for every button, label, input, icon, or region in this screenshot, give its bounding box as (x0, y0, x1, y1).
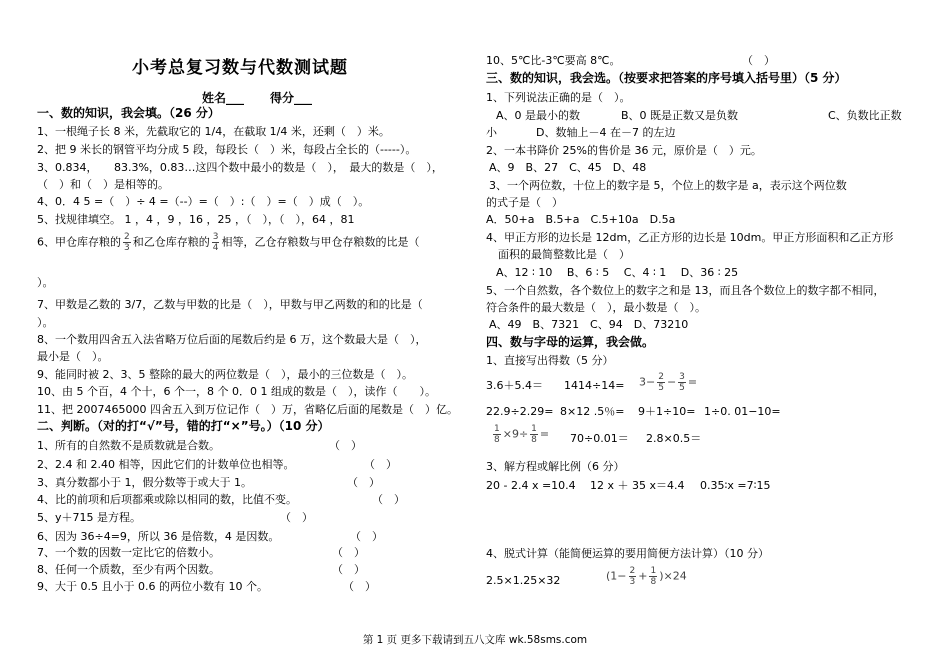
s1-q8b: 最小是（ ）。 (37, 350, 109, 363)
calc-e8-n1: 1 (494, 424, 500, 434)
s3-c4: 4、甲正方形的边长是 12dm，乙正方形的边长是 10dm。甲正方形面积和乙正方形 (486, 231, 894, 244)
calc-f2-d1: 3 (629, 577, 636, 587)
calc-e8-d2: 8 (531, 435, 537, 445)
s3-c1a: A、0 是最小的数 (496, 109, 581, 122)
s2-q8: 8、任何一个质数，至少有两个因数。 (37, 563, 220, 576)
s2-a3: （ ） (347, 476, 380, 489)
equation-2: 12 x ＋ 35 x＝4.4 (590, 479, 685, 492)
s3-c5b: 符合条件的最大数是（ ），最小数是（ ）。 (486, 301, 706, 314)
s3-c5-options: A、49 B、7321 C、94 D、73210 (489, 318, 689, 331)
s1-q6-part2: 和乙仓库存粮的 (132, 235, 210, 249)
equation-1: 20 - 2.4 x =10.4 (486, 479, 576, 492)
s2-a9: （ ） (343, 580, 376, 593)
s1-q6-f1-den: 3 (124, 243, 130, 253)
s1-q10: 10、由 5 个百，4 个十，6 个一，8 个 0．0 1 组成的数是（ ），读作（ ）。 (37, 385, 436, 398)
s1-q3b: （ ）和（ ）是相等的。 (37, 178, 169, 191)
calc-e1: 3.6＋5.4＝ (486, 379, 543, 392)
s3-c5: 5、一个自然数，各个数位上的数字之和是 13，而且各个数位上的数字都不相同， (486, 284, 885, 297)
s1-q8a: 8、一个数用四舍五入法省略万位后面的尾数后约是 6 万，这个数最大是（ ）， (37, 333, 427, 346)
s4-d1: 1、直接写出得数（5 分） (486, 354, 614, 367)
s1-q3a: 3、0.834， 83.3%，0.83…这四个数中最小的数是（ ）， 最大的数是（ ）， (37, 161, 443, 174)
s1-q6 (37, 232, 419, 253)
calc-f2-d2: 8 (650, 577, 657, 587)
s1-q2: 2、把 9 米长的钢管平均分成 5 段，每段长（ ）米，每段占全长的（-----）。 (37, 143, 417, 156)
s1-q1: 1、一根绳子长 8 米，先截取它的 1/4，在截取 1/4 米，还剩（ ）米。 (37, 125, 390, 138)
s2-q7: 7、一个数的因数一定比它的倍数小。 (37, 546, 220, 559)
s1-q6-f2-den: 4 (212, 243, 219, 253)
calc-e3-frac2 (678, 372, 686, 393)
calc-f2-e: )×24 (659, 569, 687, 583)
s1-q7b: ）。 (37, 316, 54, 329)
calc-e3-frac1 (657, 372, 665, 393)
s3-c1d1: 小 (486, 126, 497, 139)
page-title: 小考总复习数与代数测试题 (132, 58, 348, 78)
s3-c3: 3、一个两位数，十位上的数字是 5，个位上的数字是 a，表示这个两位数 (489, 179, 847, 192)
calc-f2-frac1 (629, 566, 637, 587)
section4-header: 四、数与字母的运算，我会做。 (486, 335, 655, 349)
s3-c4b: 面积的最简整数比是（ ） (498, 248, 630, 261)
section1-header: 一、数的知识，我会填。（26 分） (37, 106, 220, 120)
s2-q1: 1、所有的自然数不是质数就是合数。 (37, 439, 220, 452)
calc-e3-a: 3− (639, 375, 656, 389)
name-label: 姓名___ (202, 91, 245, 105)
s2-a2: （ ） (364, 458, 397, 471)
calc-e3-d1: 5 (658, 383, 664, 393)
s3-c1c: C、负数比正数 (828, 109, 902, 122)
calc-f2-n2: 1 (650, 566, 657, 576)
s2-q5: 5、y＋715 是方程。 (37, 511, 142, 524)
calc-e5: 8×12 .5％= (560, 405, 625, 418)
calc-f2-a: (1− (606, 569, 627, 583)
s2-q2: 2、2.4 和 2.40 相等，因此它们的计数单位也相等。 (37, 458, 295, 471)
s1-q6-fraction1 (123, 232, 131, 253)
s1-q9: 9、能同时被 2、3、5 整除的最大的两位数是（ ），最小的三位数是（ ）。 (37, 368, 413, 381)
calc-e8 (491, 424, 549, 445)
s4-d4: 4、脱式计算（能简便运算的要用简便方法计算）（10 分） (486, 547, 769, 560)
section2-header: 二、判断。（对的打“√”号，错的打“×”号。）（10 分） (37, 419, 330, 433)
calc-f2-frac2 (649, 566, 657, 587)
s2-q10: 10、5℃比-3℃要高 8℃。 (486, 54, 621, 67)
s3-c4-options: A、12 ∶ 10 B、6 ∶ 5 C、4 ∶ 1 D、36 ∶ 25 (496, 266, 739, 279)
score-label: 得分___ (270, 91, 313, 105)
s2-q3: 3、真分数都小于 1，假分数等于或大于 1。 (37, 476, 252, 489)
page-footer: 第 1 页 更多下载请到五八文库 wk.58sms.com (362, 634, 588, 646)
s1-q6-part3: 相等，乙仓存粮数与甲仓存粮数的比是（ (221, 235, 420, 249)
calc-e8-m: ×9÷ (502, 427, 529, 441)
calc-e6: 9＋1÷10= (638, 405, 696, 418)
calc-e7: 1÷0. 01−10= (704, 405, 781, 418)
section3-header: 三、数的知识，我会选。（按要求把答案的序号填入括号里）（5 分） (486, 71, 847, 85)
calc-e3-n2: 3 (679, 372, 685, 382)
calc-f1: 2.5×1.25×32 (486, 574, 561, 587)
calc-e10: 2.8×0.5＝ (646, 432, 702, 445)
s2-a1: （ ） (329, 439, 362, 452)
s2-a10: （ ） (742, 54, 775, 67)
calc-e4: 22.9÷2.29= (486, 405, 554, 418)
calc-e3-e: = (687, 375, 698, 389)
calc-e9: 70÷0.01＝ (570, 432, 629, 445)
s3-c2: 2、一本书降价 25%的售价是 36 元，原价是（ ）元。 (486, 144, 762, 157)
s2-q9: 9、大于 0.5 且小于 0.6 的两位小数有 10 个。 (37, 580, 268, 593)
s2-a5: （ ） (280, 511, 313, 524)
s1-q11: 11、把 2007465000 四舍五入到万位记作（ ）万，省略亿后面的尾数是（ ）亿。 (37, 403, 458, 416)
s2-a6: （ ） (350, 530, 383, 543)
s1-q6-part1: 6、甲仓库存粮的 (37, 235, 121, 249)
s4-d3: 3、解方程或解比例（6 分） (486, 460, 625, 473)
calc-f2 (606, 566, 687, 587)
s3-c2-options: A、9 B、27 C、45 D、48 (489, 161, 647, 174)
s3-c1d2: D、数轴上－4 在－7 的左边 (536, 126, 676, 139)
calc-f2-m: + (638, 569, 648, 583)
s3-c1b: B、0 既是正数又是负数 (621, 109, 739, 122)
s2-a8: （ ） (332, 563, 365, 576)
s2-q4: 4、比的前项和后项都乘或除以相同的数，比值不变。 (37, 493, 297, 506)
s2-a7: （ ） (332, 546, 365, 559)
s3-c1: 1、下列说法正确的是（ ）。 (486, 91, 631, 104)
calc-e3-d2: 5 (679, 383, 685, 393)
s1-q6-f2-num: 3 (212, 232, 219, 242)
s3-c3b: 的式子是（ ） (486, 196, 563, 209)
s1-q7a: 7、甲数是乙数的 3/7，乙数与甲数的比是（ ），甲数与甲乙两数的和的比是（ (37, 298, 423, 311)
calc-e3 (639, 372, 697, 393)
s2-q6: 6、因为 36÷4=9，所以 36 是倍数，4 是因数。 (37, 530, 280, 543)
s2-a4: （ ） (372, 493, 405, 506)
s1-q4: 4、0．4 5 =（ ）÷ 4 =（--）=（ ）:（ ）=（ ）成（ ）。 (37, 195, 370, 208)
s1-q6d: ）。 (37, 276, 54, 289)
calc-e3-m: − (666, 375, 677, 389)
s1-q6-fraction2 (212, 232, 220, 253)
calc-e8-d1: 8 (494, 435, 500, 445)
s3-c3-options: A．50+a B.5+a C.5+10a D.5a (486, 213, 676, 226)
equation-3: 0.35∶x =7∶15 (700, 479, 771, 492)
calc-e8-e: = (539, 427, 550, 441)
calc-e8-n2: 1 (531, 424, 537, 434)
calc-e3-n1: 2 (658, 372, 664, 382)
s1-q6-f1-num: 2 (124, 232, 130, 242)
calc-e2: 1414÷14= (564, 379, 625, 392)
calc-e8-frac2 (530, 424, 538, 445)
calc-f2-n1: 2 (629, 566, 636, 576)
s1-q5: 5、找规律填空。 1 ，4 ，9 ，16 ，25 ，（ ），（ ），64 ，81 (37, 213, 355, 226)
calc-e8-frac1 (493, 424, 501, 445)
